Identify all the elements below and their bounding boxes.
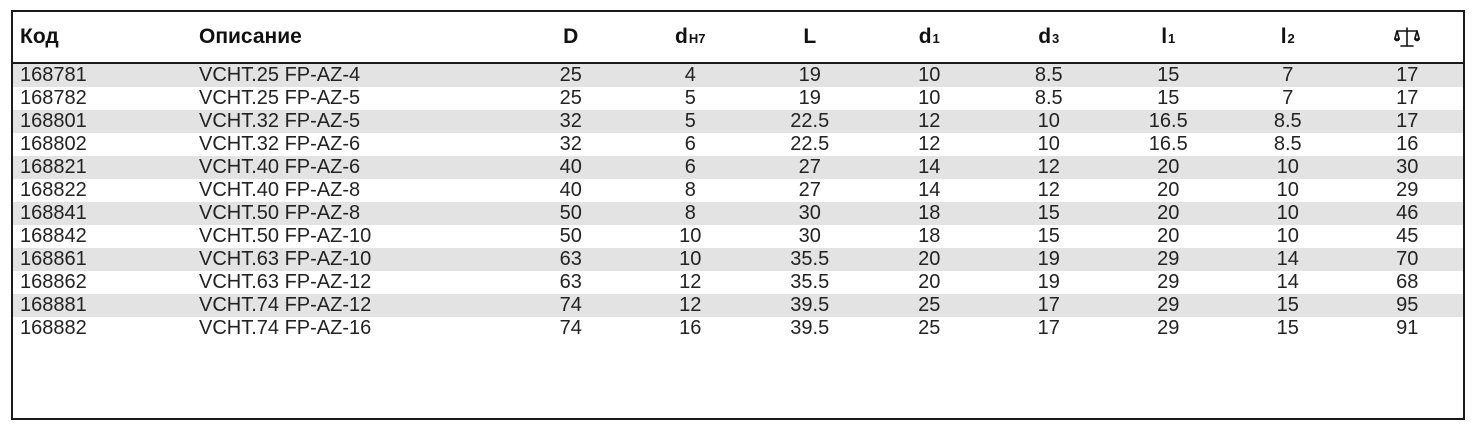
spec-table (13, 12, 1465, 340)
cell-code: 168802 (20, 133, 87, 155)
cell-l1: 16.5 (1109, 110, 1229, 133)
cell-L: 39.5 (750, 294, 870, 317)
cell-dH7: 16 (679, 317, 702, 339)
header-l1 (1109, 12, 1229, 63)
cell-d3: 19 (1037, 271, 1060, 293)
cell-d3: 15 (1037, 225, 1060, 247)
cell-description: VCHT.40 FP-AZ-8 (199, 179, 361, 201)
cell-dH7: 10 (631, 248, 751, 271)
cell-description: VCHT.32 FP-AZ-5 (192, 110, 511, 133)
cell-D: 25 (559, 87, 582, 109)
header-weight (1348, 12, 1466, 63)
cell-weight: 30 (1348, 156, 1466, 179)
cell-l2: 15 (1228, 294, 1348, 317)
table-header-row (13, 12, 1465, 63)
cell-l2: 14 (1276, 271, 1299, 293)
table-row (13, 271, 1465, 294)
cell-L: 19 (750, 63, 870, 87)
cell-L: 27 (750, 156, 870, 179)
cell-l2: 10 (1228, 202, 1348, 225)
table-row (13, 202, 1465, 225)
cell-code: 168801 (13, 110, 192, 133)
cell-D: 50 (559, 225, 582, 247)
cell-description: VCHT.32 FP-AZ-6 (199, 133, 361, 155)
cell-l1: 29 (1109, 294, 1229, 317)
cell-dH7: 6 (684, 133, 696, 155)
header-D: D (511, 12, 631, 63)
table-row (13, 248, 1465, 271)
cell-l2: 8.5 (1273, 133, 1302, 155)
cell-weight: 46 (1348, 202, 1466, 225)
cell-D: 32 (511, 110, 631, 133)
cell-d1: 14 (870, 156, 990, 179)
cell-d1: 25 (918, 317, 941, 339)
cell-D: 32 (559, 133, 582, 155)
cell-description: VCHT.74 FP-AZ-16 (199, 317, 372, 339)
cell-L: 35.5 (790, 271, 830, 293)
cell-l2: 15 (1276, 317, 1299, 339)
table-body (13, 63, 1465, 340)
cell-weight: 45 (1396, 225, 1419, 247)
cell-code: 168861 (13, 248, 192, 271)
header-d1 (870, 12, 990, 63)
cell-l2: 8.5 (1228, 110, 1348, 133)
cell-D: 50 (511, 202, 631, 225)
table-row (13, 156, 1465, 179)
cell-dH7: 10 (679, 225, 702, 247)
table-row (13, 133, 1465, 156)
cell-description: VCHT.25 FP-AZ-4 (192, 63, 511, 87)
cell-dH7: 8 (631, 202, 751, 225)
cell-d1: 10 (870, 63, 990, 87)
cell-D: 63 (511, 248, 631, 271)
cell-d3: 8.5 (989, 63, 1109, 87)
cell-l1: 20 (1109, 202, 1229, 225)
cell-d1: 18 (918, 225, 941, 247)
cell-weight: 17 (1396, 87, 1419, 109)
cell-weight: 68 (1396, 271, 1419, 293)
cell-l1: 15 (1109, 63, 1229, 87)
cell-d3: 17 (1037, 317, 1060, 339)
cell-description: VCHT.63 FP-AZ-10 (192, 248, 511, 271)
cell-d1: 25 (870, 294, 990, 317)
cell-weight: 91 (1396, 317, 1419, 339)
cell-d3: 19 (989, 248, 1109, 271)
cell-l1: 29 (1157, 271, 1180, 293)
cell-dH7: 5 (684, 87, 696, 109)
cell-D: 25 (511, 63, 631, 87)
cell-l1: 29 (1109, 248, 1229, 271)
cell-dH7: 12 (631, 294, 751, 317)
cell-code: 168862 (20, 271, 87, 293)
table-row (13, 87, 1465, 110)
header-l1-main: l (1161, 25, 1168, 48)
cell-code: 168822 (20, 179, 87, 201)
cell-d3: 10 (989, 110, 1109, 133)
cell-L: 22.5 (750, 110, 870, 133)
cell-d1: 20 (870, 248, 990, 271)
header-dH7-main: d (675, 25, 688, 48)
cell-l2: 14 (1228, 248, 1348, 271)
cell-dH7: 8 (684, 179, 696, 201)
header-dH7 (631, 12, 751, 63)
cell-weight: 29 (1396, 179, 1419, 201)
cell-weight: 70 (1348, 248, 1466, 271)
header-l1-sub: 1 (1168, 31, 1176, 46)
header-dH7-sub: H7 (688, 31, 706, 46)
cell-L: 30 (798, 225, 821, 247)
cell-l1: 15 (1157, 87, 1180, 109)
cell-dH7: 6 (631, 156, 751, 179)
cell-D: 74 (511, 294, 631, 317)
cell-dH7: 12 (679, 271, 702, 293)
header-d3-sub: 3 (1052, 31, 1060, 46)
cell-code: 168841 (13, 202, 192, 225)
header-d3-main: d (1038, 25, 1052, 48)
cell-l1: 20 (1157, 179, 1180, 201)
cell-L: 39.5 (790, 317, 830, 339)
header-l2-main: l (1280, 25, 1287, 48)
cell-l1: 20 (1157, 225, 1180, 247)
cell-L: 30 (750, 202, 870, 225)
cell-d3: 12 (989, 156, 1109, 179)
cell-weight: 95 (1348, 294, 1466, 317)
spec-table-frame (11, 10, 1465, 420)
cell-d1: 18 (870, 202, 990, 225)
cell-d3: 12 (1037, 179, 1060, 201)
cell-D: 74 (559, 317, 582, 339)
cell-l1: 20 (1109, 156, 1229, 179)
cell-l2: 10 (1276, 225, 1299, 247)
cell-d1: 14 (918, 179, 941, 201)
cell-code: 168881 (13, 294, 192, 317)
cell-l2: 10 (1276, 179, 1299, 201)
cell-weight: 17 (1348, 110, 1466, 133)
table-row (13, 63, 1465, 87)
cell-weight: 16 (1396, 133, 1419, 155)
table-row (13, 225, 1465, 248)
cell-weight: 17 (1348, 63, 1466, 87)
header-L: L (750, 12, 870, 63)
cell-L: 27 (798, 179, 821, 201)
cell-description: VCHT.50 FP-AZ-10 (199, 225, 372, 247)
cell-D: 40 (511, 156, 631, 179)
cell-D: 63 (559, 271, 582, 293)
header-code: Код (13, 12, 192, 63)
cell-d3: 17 (989, 294, 1109, 317)
header-description: Описание (192, 12, 511, 63)
table-row (13, 317, 1465, 340)
cell-l2: 7 (1282, 87, 1294, 109)
cell-code: 168842 (20, 225, 87, 247)
header-d3 (989, 12, 1109, 63)
cell-d3: 8.5 (1034, 87, 1063, 109)
cell-d1: 20 (918, 271, 941, 293)
cell-d1: 12 (918, 133, 941, 155)
cell-d1: 12 (870, 110, 990, 133)
cell-L: 19 (798, 87, 821, 109)
cell-description: VCHT.40 FP-AZ-6 (192, 156, 511, 179)
header-d1-sub: 1 (932, 31, 940, 46)
cell-code: 168781 (13, 63, 192, 87)
table-row (13, 179, 1465, 202)
cell-D: 40 (559, 179, 582, 201)
cell-description: VCHT.63 FP-AZ-12 (199, 271, 372, 293)
cell-code: 168782 (20, 87, 87, 109)
cell-l1: 16.5 (1148, 133, 1188, 155)
cell-l2: 7 (1228, 63, 1348, 87)
cell-L: 22.5 (790, 133, 830, 155)
scale-icon (1394, 26, 1420, 48)
cell-dH7: 5 (631, 110, 751, 133)
cell-d1: 10 (918, 87, 941, 109)
cell-l1: 29 (1157, 317, 1180, 339)
cell-d3: 10 (1037, 133, 1060, 155)
cell-description: VCHT.50 FP-AZ-8 (192, 202, 511, 225)
cell-l2: 10 (1228, 156, 1348, 179)
header-l2 (1228, 12, 1348, 63)
header-l2-sub: 2 (1287, 31, 1295, 46)
cell-dH7: 4 (631, 63, 751, 87)
cell-d3: 15 (989, 202, 1109, 225)
cell-description: VCHT.25 FP-AZ-5 (199, 87, 361, 109)
cell-code: 168821 (13, 156, 192, 179)
header-d1-main: d (918, 25, 932, 48)
table-row (13, 294, 1465, 317)
cell-L: 35.5 (750, 248, 870, 271)
table-row (13, 110, 1465, 133)
cell-description: VCHT.74 FP-AZ-12 (192, 294, 511, 317)
cell-code: 168882 (20, 317, 87, 339)
